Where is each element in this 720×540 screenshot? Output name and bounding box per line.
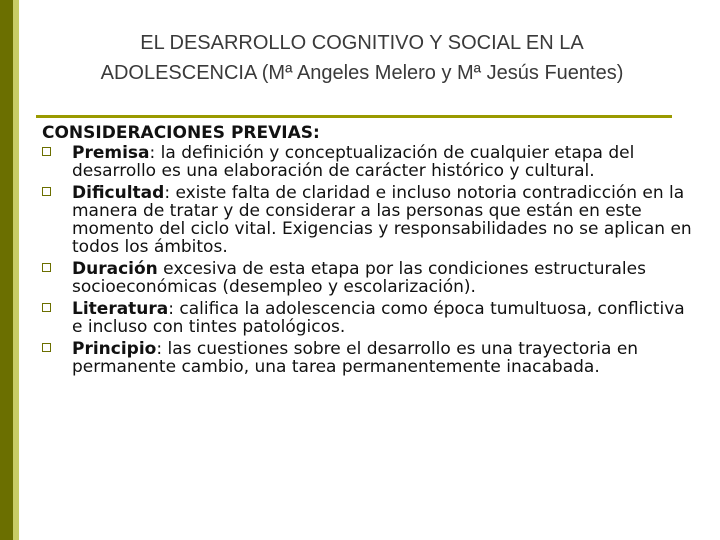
square-bullet-icon — [42, 187, 51, 196]
list-item — [42, 260, 697, 296]
item-text: : existe falta de claridad e incluso notoria contradicción en la manera de tratar y de considerar a las personas que están en este momento del ciclo vital. Exigencias y responsabilidades no se aplican en todos los ámbitos. — [72, 183, 692, 257]
section-heading: CONSIDERACIONES PREVIAS: — [42, 123, 320, 143]
square-bullet-icon — [42, 303, 51, 312]
square-bullet-icon — [42, 343, 51, 352]
item-term: Duración — [72, 259, 158, 279]
list-item — [42, 144, 697, 180]
title-divider — [36, 115, 672, 118]
item-text: : califica la adolescencia como época tumultuosa, conflictiva e incluso con tintes patológicos. — [72, 299, 685, 337]
item-text: : las cuestiones sobre el desarrollo es una trayectoria en permanente cambio, una tarea permanentemente inacabada. — [72, 339, 639, 377]
square-bullet-icon — [42, 263, 51, 272]
slide-title — [22, 28, 702, 88]
item-term: Dificultad — [72, 183, 165, 203]
item-text: excesiva de esta etapa por las condiciones estructurales socioeconómicas (desempleo y escolarización). — [72, 259, 646, 297]
item-term: Literatura — [72, 299, 169, 319]
item-term: Principio — [72, 339, 157, 359]
bullet-list — [42, 144, 697, 376]
square-bullet-icon — [42, 147, 51, 156]
slide-title-line-2: ADOLESCENCIA (Mª Angeles Melero y Mª Jesús Fuentes) — [100, 62, 624, 84]
slide-body — [42, 124, 697, 380]
list-item — [42, 184, 697, 256]
list-item — [42, 300, 697, 336]
left-accent-bar-light — [13, 0, 19, 540]
item-term: Premisa — [72, 143, 150, 163]
left-accent-bar-dark — [0, 0, 13, 540]
list-item — [42, 340, 697, 376]
item-text: : la definición y conceptualización de cualquier etapa del desarrollo es una elaboración de carácter histórico y cultural. — [72, 143, 635, 181]
slide-title-line-1: EL DESARROLLO COGNITIVO Y SOCIAL EN LA — [140, 32, 584, 54]
